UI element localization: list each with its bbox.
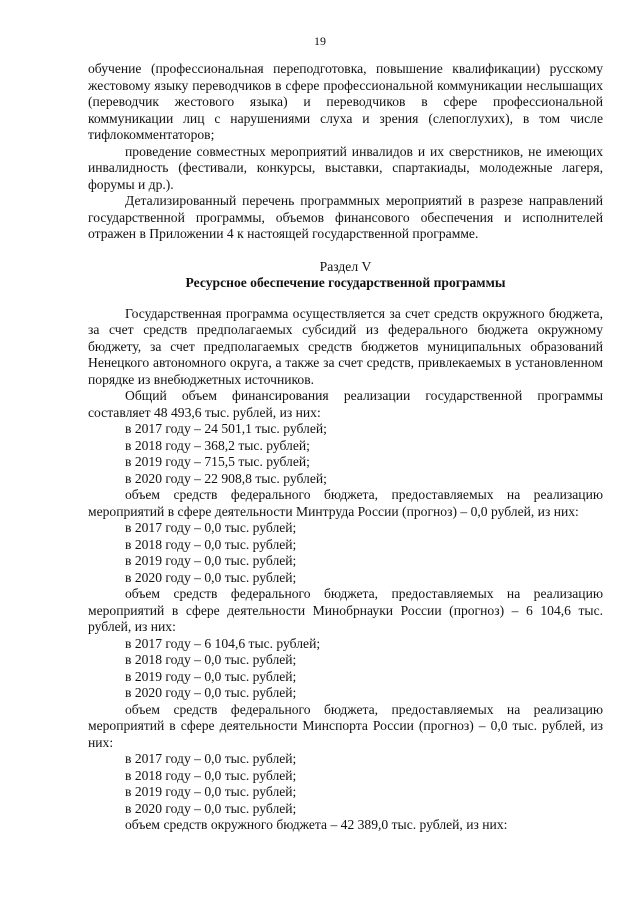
mintrud-year-2017: в 2017 году – 0,0 тыс. рублей; (125, 520, 297, 535)
total-year-2018: в 2018 году – 368,2 тыс. рублей; (125, 437, 310, 453)
minobrnauki-year-2017: в 2017 году – 6 104,6 тыс. рублей; (125, 635, 321, 651)
minsport-year-2019: в 2019 году – 0,0 тыс. рублей; (125, 784, 297, 799)
section-title: Ресурсное обеспечение государственной программы (185, 275, 506, 290)
minobrnauki-funding-paragraph: объем средств федерального бюджета, предоставляемых на реализацию мероприятий в сфере деятельности Минобрнауки России (прогноз) – 6 104,6 тыс. рублей, из них: (88, 586, 603, 634)
section-number: Раздел V (319, 258, 372, 274)
minsport-year-2020: в 2020 году – 0,0 тыс. рублей; (125, 800, 297, 816)
total-year-2017: в 2017 году – 24 501,1 тыс. рублей; (125, 421, 327, 436)
intro-paragraph-detailed-list: Детализированный перечень программных мероприятий в разрезе направлений государственной программы, объемов финансового обеспечения и исполнителей отражен в Приложении 4 к настоящей государственной программе. (88, 193, 603, 241)
minobrnauki-year-2020: в 2020 году – 0,0 тыс. рублей; (125, 685, 297, 700)
minsport-year-2017: в 2017 году – 0,0 тыс. рублей; (125, 751, 297, 766)
mintrud-year-2018: в 2018 году – 0,0 тыс. рублей; (125, 536, 297, 552)
total-funding-paragraph: Общий объем финансирования реализации государственной программы составляет 48 493,6 тыс. рублей, из них: (88, 388, 603, 420)
total-year-2019: в 2019 году – 715,5 тыс. рублей; (125, 454, 310, 469)
intro-paragraph-training: обучение (профессиональная переподготовка, повышение квалификации) русскому жестовому языку переводчиков в сфере профессиональной коммуникации неслышащих (переводчик жестового языка) и переводчиков в сфере профессиональной коммуникации лиц с нарушениями слуха и зрения (слепоглухих), в том числе тифлокомментаторов; (88, 61, 603, 142)
minsport-funding-paragraph: объем средств федерального бюджета, предоставляемых на реализацию мероприятий в сфере деятельности Минспорта России (прогноз) – 0,0 тыс. рублей, из них: (88, 701, 603, 750)
mintrud-funding-paragraph: объем средств федерального бюджета, предоставляемых на реализацию мероприятий в сфере деятельности Минтруда России (прогноз) – 0,0 рублей, из них: (88, 487, 603, 519)
funding-intro-paragraph: Государственная программа осуществляется за счет средств окружного бюджета, за счет средств предполагаемых субсидий из федерального бюджета окружному бюджету, за счет предполагаемых средств бюджетов муниципальных образований Ненецкого автономного округа, а также за счет средств, привлекаемых в установленном порядке из внебюджетных источников. (88, 305, 603, 387)
okrug-funding-paragraph: объем средств окружного бюджета – 42 389,0 тыс. рублей, из них: (125, 817, 508, 832)
total-year-2020: в 2020 году – 22 908,8 тыс. рублей; (125, 470, 327, 486)
mintrud-year-2019: в 2019 году – 0,0 тыс. рублей; (125, 553, 297, 568)
minobrnauki-year-2018: в 2018 году – 0,0 тыс. рублей; (125, 652, 297, 667)
mintrud-year-2020: в 2020 году – 0,0 тыс. рублей; (125, 569, 297, 585)
page-body (88, 61, 603, 834)
minobrnauki-year-2019: в 2019 году – 0,0 тыс. рублей; (125, 668, 297, 684)
minsport-year-2018: в 2018 году – 0,0 тыс. рублей; (125, 767, 297, 783)
intro-paragraph-joint-events: проведение совместных мероприятий инвалидов и их сверстников, не имеющих инвалидность (фестивали, конкурсы, выставки, спартакиады, молодежные лагеря, форумы и др.). (88, 143, 603, 192)
page-number: 19 (314, 34, 326, 48)
